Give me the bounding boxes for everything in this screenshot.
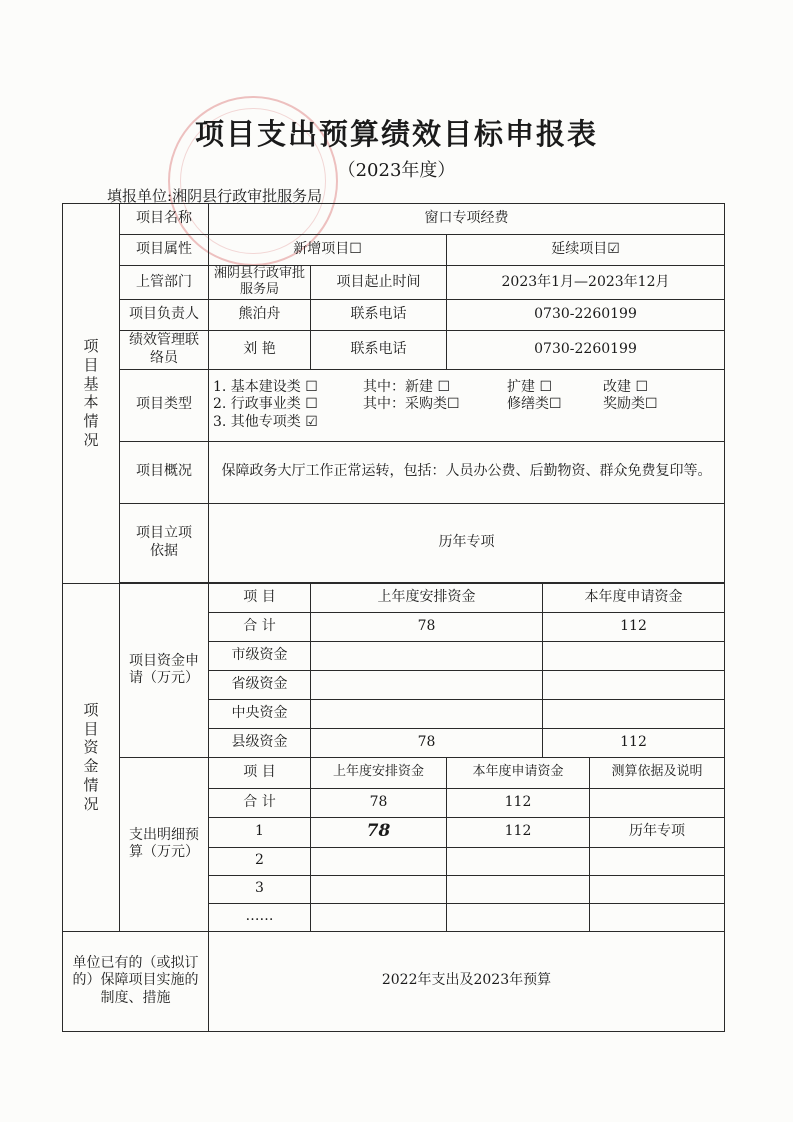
detail-row-basis [590, 903, 725, 931]
project-attr-new: 新增项目☐ [209, 235, 447, 266]
leader-phone-label: 联系电话 [311, 299, 447, 330]
basis-label [120, 503, 209, 582]
section-basic-text: 项目基本情况 [83, 337, 99, 449]
detail-row-label: 2 [209, 847, 311, 875]
detail-row-this: 112 [447, 788, 590, 817]
apply-header-this: 本年度申请资金 [543, 583, 725, 612]
row-project-attr [63, 235, 725, 266]
detail-row-this: 112 [447, 817, 590, 847]
dept-label: 上管部门 [120, 266, 209, 300]
apply-header-item: 项 目 [209, 583, 311, 612]
policy-value: 2022年支出及2023年预算 [209, 931, 725, 1031]
row-project-type [63, 369, 725, 441]
apply-row-this [543, 670, 725, 699]
period-label: 项目起止时间 [311, 266, 447, 300]
apply-row-label: 市级资金 [209, 641, 311, 670]
detail-row-last: 78 [311, 788, 447, 817]
detail-row-basis [590, 788, 725, 817]
performance-form-table [62, 203, 725, 1032]
detail-header-last: 上年度安排资金 [311, 757, 447, 788]
row-basis [63, 503, 725, 582]
detail-header-basis: 测算依据及说明 [590, 757, 725, 788]
basis-label-text: 项目立项依据 [136, 525, 192, 559]
row-contact [63, 330, 725, 369]
overview-value: 保障政务大厅工作正常运转，包括：人员办公费、后勤物资、群众免费复印等。 [209, 441, 725, 503]
contact-value: 刘 艳 [209, 330, 311, 369]
detail-row-label: 1 [209, 817, 311, 847]
project-attr-continuing: 延续项目☑ [447, 235, 725, 266]
detail-label-text: 支出明细预算（万元） [129, 826, 199, 860]
row-leader [63, 299, 725, 330]
detail-row-basis [590, 875, 725, 903]
apply-header-last: 上年度安排资金 [311, 583, 543, 612]
type-option: 2. 行政事业类 ☐ [213, 396, 318, 413]
section-funds-label [63, 583, 120, 931]
type-label: 项目类型 [120, 369, 209, 441]
detail-row-label: 合 计 [209, 788, 311, 817]
policy-label-text: 单位已有的（或拟订的）保障项目实施的制度、措施 [72, 954, 199, 1006]
type-option: 1. 基本建设类 ☐ [213, 378, 318, 395]
apply-row-last: 78 [311, 612, 543, 641]
type-option: 3. 其他专项类 ☑ [213, 413, 318, 430]
apply-row-label: 省级资金 [209, 670, 311, 699]
row-detail-header [63, 757, 725, 788]
detail-row-last: 78 [311, 817, 447, 847]
leader-value: 熊泊舟 [209, 299, 311, 330]
leader-label: 项目负责人 [120, 299, 209, 330]
apply-row-last [311, 641, 543, 670]
project-name-value: 窗口专项经费 [209, 204, 725, 235]
type-option: 修缮类☐ [507, 396, 562, 413]
contact-phone-value: 0730-2260199 [447, 330, 725, 369]
row-apply-header [63, 583, 725, 612]
type-option: 其中：新建 ☐ [363, 378, 451, 395]
contact-phone-label: 联系电话 [311, 330, 447, 369]
detail-row-this [447, 875, 590, 903]
detail-row-label: …… [209, 903, 311, 931]
detail-row-this [447, 903, 590, 931]
dept-value: 湘阴县行政审批服务局 [209, 266, 311, 300]
detail-row-last [311, 875, 447, 903]
row-project-name [63, 204, 725, 235]
apply-label-text: 项目资金申请（万元） [129, 652, 199, 686]
apply-row-this [543, 641, 725, 670]
apply-row-this [543, 699, 725, 728]
detail-label [120, 757, 209, 931]
reporting-unit-label: 填报单位: [107, 187, 173, 205]
page-subtitle: （2023年度） [337, 160, 456, 181]
detail-row-label: 3 [209, 875, 311, 903]
contact-label: 绩效管理联络员 [120, 330, 209, 369]
page-title: 项目支出预算绩效目标申报表 [194, 117, 598, 151]
row-policy [63, 931, 725, 1031]
apply-row-this: 112 [543, 612, 725, 641]
apply-row-label: 合 计 [209, 612, 311, 641]
type-option: 扩建 ☐ [507, 378, 553, 395]
detail-header-item: 项 目 [209, 757, 311, 788]
apply-row-last [311, 699, 543, 728]
apply-row-last [311, 670, 543, 699]
type-line-3 [213, 414, 720, 432]
detail-row-last [311, 903, 447, 931]
basis-value: 历年专项 [209, 503, 725, 582]
apply-row-last: 78 [311, 728, 543, 757]
row-overview [63, 441, 725, 503]
detail-row-this [447, 847, 590, 875]
type-option: 改建 ☐ [603, 378, 649, 395]
project-attr-label: 项目属性 [120, 235, 209, 266]
detail-row-last [311, 847, 447, 875]
type-line-2 [213, 396, 720, 414]
detail-row-basis [590, 847, 725, 875]
detail-row-basis: 历年专项 [590, 817, 725, 847]
period-value: 2023年1月—2023年12月 [447, 266, 725, 300]
project-name-label: 项目名称 [120, 204, 209, 235]
reporting-unit-value: 湘阴县行政审批服务局 [172, 187, 323, 205]
type-options [209, 369, 725, 441]
type-option: 奖励类☐ [603, 396, 658, 413]
leader-phone-value: 0730-2260199 [447, 299, 725, 330]
apply-label [120, 583, 209, 757]
detail-header-this: 本年度申请资金 [447, 757, 590, 788]
type-option: 其中：采购类☐ [363, 396, 460, 413]
apply-row-label: 中央资金 [209, 699, 311, 728]
apply-row-this: 112 [543, 728, 725, 757]
type-line-1 [213, 379, 720, 397]
section-funds-text: 项目资金情况 [83, 700, 99, 813]
policy-label [63, 931, 209, 1031]
overview-label: 项目概况 [120, 441, 209, 503]
row-dept [63, 266, 725, 300]
section-basic-label [63, 204, 120, 584]
apply-row-label: 县级资金 [209, 728, 311, 757]
